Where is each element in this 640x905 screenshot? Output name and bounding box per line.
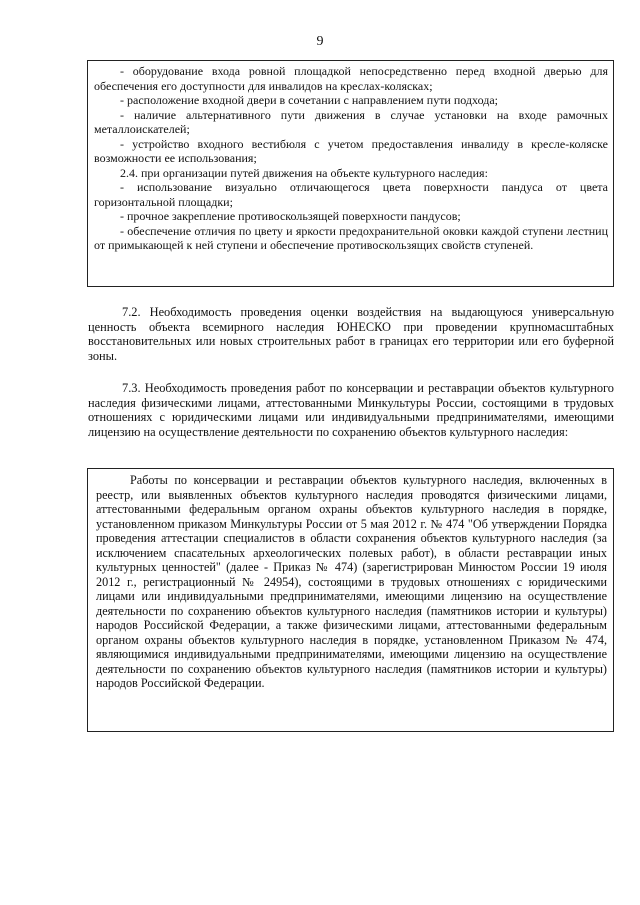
accessibility-requirements-box	[87, 60, 614, 287]
requirement-line: - обеспечение отличия по цвету и яркости предохранительной оковки каждой ступени лестниц от примыкающей к ней ступени и обеспечение противоскользящих свойств ступеней.	[94, 223, 608, 252]
requirement-line: - устройство входного вестибюля с учетом предоставления инвалиду в кресле-коляске возможности ее использования;	[94, 136, 608, 165]
requirement-line: - оборудование входа ровной площадкой непосредственно перед входной дверью для обеспечения его доступности для инвалидов на креслах-колясках;	[94, 64, 608, 93]
section-7-3-paragraph: 7.3. Необходимость проведения работ по консервации и реставрации объектов культурного наследия физическими лицами, аттестованными Минкультуры России, состоящими в трудовых отношениях с юридическими лицами или индивидуальными предпринимателями, имеющими лицензию на осуществление деятельности по сохранению объектов культурного наследия:	[88, 381, 614, 439]
section-7-2-paragraph: 7.2. Необходимость проведения оценки воздействия на выдающуюся универсальную ценность объекта всемирного наследия ЮНЕСКО при проведении крупномасштабных восстановительных или новых строительных работ в границах его территории или его буферной зоны.	[88, 305, 614, 363]
restoration-works-text: Работы по консервации и реставрации объектов культурного наследия, включенных в реестр, или выявленных объектов культурного наследия проводятся физическими лицами, аттестованными федеральным органом охраны объектов культурного наследия в порядке, установленном приказом Минкультуры России от 5 мая 2012 г. № 474 "Об утверждении Порядка проведения аттестации специалистов в области сохранения объектов культурного наследия (за исключением спасательных археологических полевых работ), в области реставрации иных культурных ценностей" (далее - Приказ № 474) (зарегистрирован Минюстом России 19 июля 2012 г., регистрационный № 24954), состоящими в трудовых отношениях с юридическими лицами или индивидуальными предпринимателями, имеющими лицензию на осуществление деятельности по сохранению объектов культурного наследия (памятников истории и культуры) народов Российской Федерации, а также физическими лицами, аттестованными федеральным органом охраны объектов культурного наследия в порядке, установленном Приказом № 474, являющимися индивидуальными предпринимателями, имеющими лицензию на осуществление деятельности по сохранению объектов культурного наследия (памятников истории и культуры) народов Российской Федерации.	[96, 473, 607, 690]
page-number: 9	[316, 34, 324, 49]
restoration-works-box	[87, 468, 614, 732]
requirement-line: - использование визуально отличающегося цвета поверхности пандуса от цвета горизонтальной площадки;	[94, 180, 608, 209]
requirement-line: - прочное закрепление противоскользящей поверхности пандусов;	[120, 209, 461, 223]
requirement-line: 2.4. при организации путей движения на объекте культурного наследия:	[120, 165, 488, 180]
requirement-line: - наличие альтернативного пути движения в случае установки на входе рамочных металлоискателей;	[94, 107, 608, 136]
requirement-line: - расположение входной двери в сочетании с направлением пути подхода;	[120, 93, 498, 107]
